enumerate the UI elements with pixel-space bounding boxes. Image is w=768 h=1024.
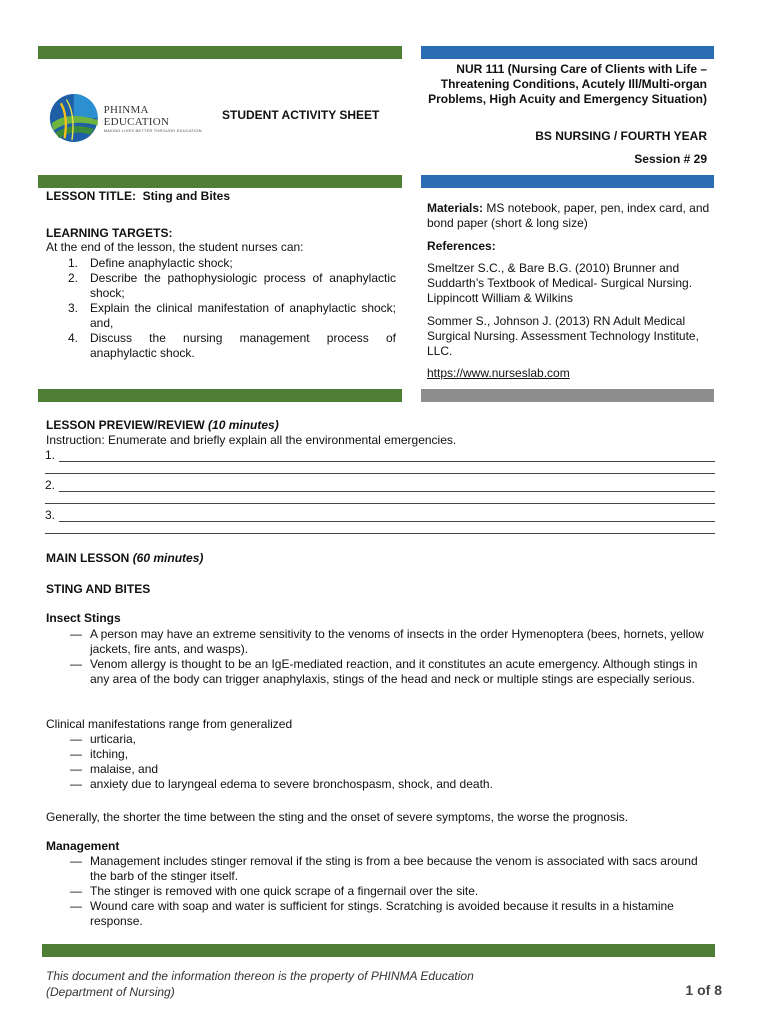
- target-item: 2. Describe the pathophysiologic process of anaphylactic shock;: [68, 271, 396, 300]
- reference-item: Sommer S., Johnson J. (2013) RN Adult Medical Surgical Nursing. Assessment Technology Institute, LLC.: [427, 314, 699, 358]
- sheet-title: STUDENT ACTIVITY SHEET: [222, 108, 380, 122]
- targets-list: [46, 256, 396, 361]
- list-item: — malaise, and: [70, 762, 159, 776]
- page-number: 1 of 8: [685, 982, 722, 998]
- footer-bar: [42, 944, 715, 957]
- lesson-bar-right: [421, 175, 714, 188]
- header-bar-right: [421, 46, 714, 59]
- section-bar-right: [421, 389, 714, 402]
- phinma-globe-icon: [48, 90, 100, 146]
- list-item: — Venom allergy is thought to be an IgE-mediated reaction, and it constitutes an acute emergency. Although stings in any area of the body can trigger anaphylaxis, stings of the head and neck or multiple stings are especially serious.: [70, 657, 698, 686]
- footer-text: This document and the information thereon is the property of PHINMA Education (Department of Nursing): [46, 969, 474, 999]
- materials: [427, 201, 712, 231]
- answer-line[interactable]: [45, 533, 715, 534]
- clinical-list: [46, 732, 706, 792]
- logo-tagline: MAKING LIVES BETTER THROUGH EDUCATION: [103, 127, 202, 133]
- lesson-title-label: LESSON TITLE:: [46, 189, 136, 203]
- references-heading: References:: [427, 239, 496, 253]
- target-item: 4. Discuss the nursing management process of anaphylactic shock.: [68, 331, 396, 360]
- program-label: BS NURSING / FOURTH YEAR: [535, 129, 707, 143]
- main-heading: MAIN LESSON (60 minutes): [46, 551, 204, 565]
- session-label: Session # 29: [634, 152, 707, 166]
- clinical-intro: Clinical manifestations range from generalized: [46, 717, 293, 731]
- management-heading: Management: [46, 839, 120, 853]
- prognosis-text: Generally, the shorter the time between the sting and the onset of severe symptoms, the worse the prognosis.: [46, 810, 629, 824]
- lesson-title: [46, 189, 230, 203]
- lesson-title-value: Sting and Bites: [142, 189, 231, 203]
- answer-line[interactable]: [45, 503, 715, 504]
- header-bar-left: [38, 46, 402, 59]
- list-item: — Management includes stinger removal if the sting is from a bee because the venom is associated with sacs around the barb of the stinger itself.: [70, 854, 698, 883]
- list-item: — A person may have an extreme sensitivity to the venoms of insects in the order Hymenoptera (bees, hornets, yellow jackets, fire ants, and wasps).: [70, 627, 704, 656]
- section-bar-left: [38, 389, 402, 402]
- phinma-logo: [48, 90, 208, 146]
- list-item: — itching,: [70, 747, 129, 761]
- list-item: — urticaria,: [70, 732, 137, 746]
- lesson-bar-left: [38, 175, 402, 188]
- list-item: — anxiety due to laryngeal edema to severe bronchospasm, shock, and death.: [70, 777, 493, 791]
- answer-line-2[interactable]: 2.: [45, 478, 715, 492]
- reference-item: Smeltzer S.C., & Bare B.G. (2010) Brunner and Suddarth’s Textbook of Medical- Surgical Nursing. Lippincott William & Wilkins: [427, 261, 693, 305]
- insect-list: [46, 627, 706, 687]
- answer-line[interactable]: [45, 473, 715, 474]
- materials-label: Materials:: [427, 201, 484, 215]
- answer-line-1[interactable]: 1.: [45, 448, 715, 462]
- list-item: — Wound care with soap and water is sufficient for stings. Scratching is avoided because it results in a histamine response.: [70, 899, 674, 928]
- preview-heading: LESSON PREVIEW/REVIEW (10 minutes): [46, 418, 279, 432]
- materials-text: MS notebook, paper, pen, index card, and bond paper (short & long size): [427, 201, 710, 230]
- reference-link[interactable]: https://www.nurseslab.com: [427, 366, 570, 380]
- targets-intro: At the end of the lesson, the student nurses can:: [46, 240, 304, 254]
- targets-heading: LEARNING TARGETS:: [46, 226, 173, 240]
- preview-instruction: Instruction: Enumerate and briefly explain all the environmental emergencies.: [46, 433, 457, 447]
- answer-line-3[interactable]: 3.: [45, 508, 715, 522]
- insect-heading: Insect Stings: [46, 611, 121, 625]
- course-title: NUR 111 (Nursing Care of Clients with Life – Threatening Conditions, Acutely Ill/Multi-organ Problems, High Acuity and Emergency Situation): [428, 62, 707, 106]
- topic-heading: STING AND BITES: [46, 582, 151, 596]
- target-item: 3. Explain the clinical manifestation of anaphylactic shock; and,: [68, 301, 396, 330]
- logo-name: PHINMA EDUCATION: [103, 103, 170, 128]
- management-list: [46, 854, 706, 929]
- target-item: 1. Define anaphylactic shock;: [68, 256, 233, 270]
- list-item: — The stinger is removed with one quick scrape of a fingernail over the site.: [70, 884, 479, 898]
